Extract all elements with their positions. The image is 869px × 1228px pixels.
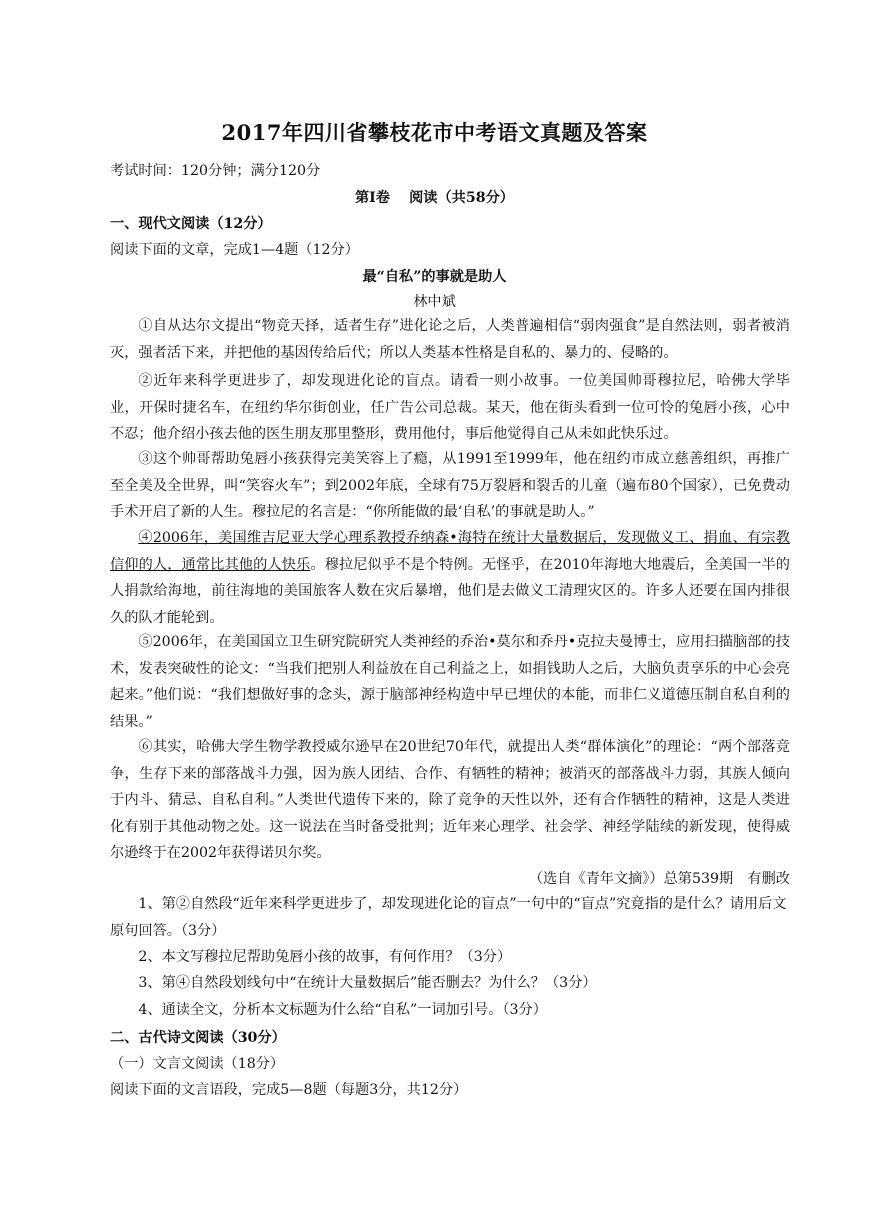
section1-heading: 一、现代文阅读（12分） [110, 216, 272, 232]
paragraph-3: ③这个帅哥帮助兔唇小孩获得完美笑容上了瘾，从1991至1999年，他在纽约市成立慈善组织，再推广至全美及全世界，叫“笑容火车”；到2002年底，全球有75万裂唇和裂舌的儿童（遍布80个国家），已免费动手术开启了新的人生。穆拉尼的名言是：“你所能做的最‘自私’的事就是助人。” [110, 451, 790, 520]
underlined-sentence: ④2006年，美国维吉尼亚大学心理系教授乔纳森•海特在统计大量数据后，发现做义工、捐血、有宗教信仰的人，通常比其他的人快乐 [110, 530, 790, 573]
article-title: 最“自私”的事就是助人 [362, 269, 507, 285]
section2-heading: 二、古代诗文阅读（30分） [110, 1030, 286, 1046]
document-title: 2017年四川省攀枝花市中考语文真题及答案 [221, 120, 648, 145]
subsection1-instruction: 阅读下面的文言语段，完成5—8题（每题3分，共12分） [110, 1082, 468, 1098]
question-1: 1、第②自然段“近年来科学更进步了，却发现进化论的盲点”一句中的“盲点”究竟指的是什么？请用后文原句回答。（3分） [110, 896, 787, 939]
question-4: 4、通读全文，分析本文标题为什么给“自私”一词加引号。（3分） [138, 1002, 547, 1018]
paragraph-2: ②近年来科学更进步了，却发现进化论的盲点。请看一则小故事。一位美国帅哥穆拉尼，哈佛大学毕业，开保时捷名车，在纽约华尔街创业，任广告公司总裁。某天，他在街头看到一位可怜的兔唇小孩，心中不忍；他介绍小孩去他的医生朋友那里整形，费用他付，事后他觉得自己从未如此快乐过。 [110, 373, 790, 442]
paragraph-1: ①自从达尔文提出“物竞天择，适者生存”进化论之后，人类普遍相信“弱肉强食”是自然法则，弱者被消灭，强者活下来，并把他的基因传给后代；所以人类基本性格是自私的、暴力的、侵略的。 [110, 318, 790, 361]
exam-info: 考试时间：120分钟；满分120分 [110, 163, 321, 179]
section1-instruction: 阅读下面的文章，完成1—4题（12分） [110, 242, 359, 258]
subsection1-heading: （一）文言文阅读（18分） [110, 1056, 285, 1072]
volume-heading: 第Ⅰ卷 阅读（共58分） [354, 190, 514, 206]
question-2: 2、本文写穆拉尼帮助兔唇小孩的故事，有何作用？（3分） [138, 949, 512, 965]
question-3: 3、第④自然段划线句中“在统计大量数据后”能否删去？为什么？（3分） [138, 975, 597, 991]
paragraph-5: ⑤2006年，在美国国立卫生研究院研究人类神经的乔治•莫尔和乔丹•克拉夫曼博士，应用扫描脑部的技术，发表突破性的论文：“当我们把别人利益放在自己利益之上，如捐钱助人之后，大脑负责享乐的中心会亮起来。”他们说：“我们想做好事的念头，源于脑部神经构造中早已埋伏的本能，而非仁义道德压制自私自利的结果。” [110, 634, 790, 730]
source-note: （选自《青年文摘》）总第539期 有删改 [528, 871, 790, 887]
paragraph-4-rest: 。穆拉尼似乎不是个特例。无怪乎，在2010年海地大地震后，全美国一半的人捐款给海地，前往海地的美国旅客人数在灾后暴增，他们是去做义工清理灾区的。许多人还要在国内排很久的队才能轮到。 [110, 556, 790, 626]
article-author: 林中斌 [413, 294, 456, 310]
paragraph-4 [110, 525, 790, 631]
paragraph-6: ⑥其实，哈佛大学生物学教授威尔逊早在20世纪70年代，就提出人类“群体演化”的理论：“两个部落竞争，生存下来的部落战斗力强，因为族人团结、合作、有牺牲的精神；被消灭的部落战斗力弱，其族人倾向于内斗、猜忌、自私自利。”人类世代遗传下来的，除了竞争的天性以外，还有合作牺牲的精神，这是人类进化有别于其他动物之处。这一说法在当时备受批判；近年来心理学、社会学、神经学陆续的新发现，使得威尔逊终于在2002年获得诺贝尔奖。 [110, 739, 790, 861]
